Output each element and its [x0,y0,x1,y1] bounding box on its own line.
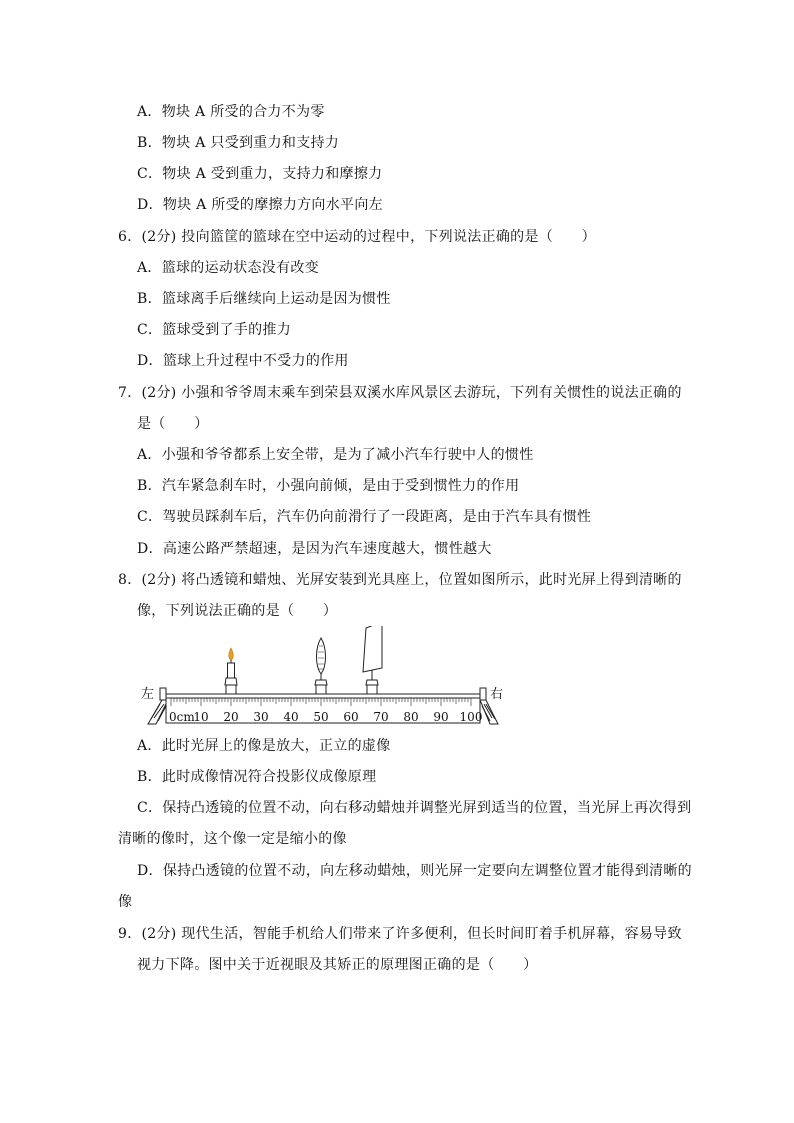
q8-option-b: B．此时成像情况符合投影仪成像原理 [137,769,377,785]
scale-label: 80 [403,710,419,724]
scale-label: 70 [373,710,389,724]
scale-label: 50 [313,710,329,724]
q8-option-a: A．此时光屏上的像是放大，正立的虚像 [137,738,391,754]
q8-stem-line1: 8．(2分) 将凸透镜和蜡烛、光屏安装到光具座上，位置如图所示，此时光屏上得到清晰的 [118,572,682,588]
scale-label: 100 [459,710,483,724]
convex-lens [315,638,327,694]
left-end-stop [160,688,166,700]
q7-stem-line1: 7．(2分) 小强和爷爷周末乘车到荣县双溪水库风景区去游玩，下列有关惯性的说法正确的 [118,385,682,401]
light-screen [363,626,382,694]
q6-option-a: A．篮球的运动状态没有改变 [137,260,320,276]
q9-stem-line2: 视力下降。图中关于近视眼及其矫正的原理图正确的是（ ） [137,957,538,973]
scale-label: 90 [433,710,449,724]
q8-option-d-line1: D．保持凸透镜的位置不动，向左移动蜡烛，则光屏一定要向左调整位置才能得到清晰的 [137,863,692,879]
optical-bench-figure [138,626,508,730]
q6-option-b: B．篮球离手后继续向上运动是因为惯性 [137,291,391,307]
q6-option-c: C．篮球受到了手的推力 [137,322,292,338]
q6-option-d: D．篮球上升过程中不受力的作用 [137,353,349,369]
q9-stem-line1: 9．(2分) 现代生活，智能手机给人们带来了许多便利，但长时间盯着手机屏幕，容易导致 [118,926,682,942]
scale-label: 60 [343,710,359,724]
q8-option-c-line1: C．保持凸透镜的位置不动，向右移动蜡烛并调整光屏到适当的位置，当光屏上再次得到 [137,800,692,816]
q5-option-d: D．物块 A 所受的摩擦力方向水平向左 [137,197,383,213]
q5-option-a: A．物块 A 所受的合力不为零 [137,104,325,120]
candle [225,648,237,694]
scale-label: 0cm [169,710,195,724]
q7-option-b: B．汽车紧急刹车时，小强向前倾，是由于受到惯性力的作用 [137,478,520,494]
scale-label: 10 [193,710,209,724]
right-end-stop [480,688,486,700]
q6-stem: 6．(2分) 投向篮筐的篮球在空中运动的过程中，下列说法正确的是（ ） [118,229,596,245]
left-label: 左 [141,687,155,702]
q5-option-b: B．物块 A 只受到重力和支持力 [137,135,340,151]
bench-rail [166,694,480,698]
q5-option-c: C．物块 A 受到重力，支持力和摩擦力 [137,166,383,182]
q8-stem-line2: 像，下列说法正确的是（ ） [137,603,338,619]
q7-option-c: C．驾驶员踩刹车后，汽车仍向前滑行了一段距离，是由于汽车具有惯性 [137,509,592,525]
right-label: 右 [490,687,504,702]
q7-option-d: D．高速公路严禁超速，是因为汽车速度越大，惯性越大 [137,541,492,557]
q8-option-c-line2: 清晰的像时，这个像一定是缩小的像 [118,831,347,847]
right-support [480,700,498,724]
scale-label: 30 [253,710,269,724]
scale-label: 20 [223,710,239,724]
q7-option-a: A．小强和爷爷都系上安全带，是为了减小汽车行驶中人的惯性 [137,447,534,463]
q7-stem-line2: 是（ ） [137,416,209,432]
left-support [148,700,168,724]
scale-label: 40 [283,710,299,724]
q8-option-d-line2: 像 [118,894,133,910]
